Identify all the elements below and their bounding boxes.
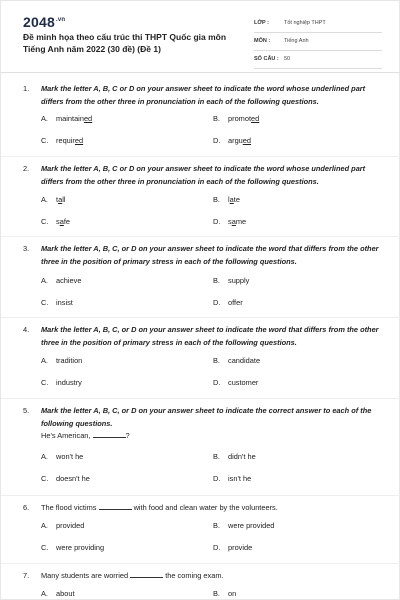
question-divider bbox=[1, 317, 400, 318]
option-d[interactable]: D. provide bbox=[213, 543, 253, 552]
option-a[interactable]: A. provided bbox=[41, 521, 85, 530]
option-a[interactable]: A. won't he bbox=[41, 452, 84, 461]
question-instruction: Mark the letter A, B, C, or D on your answer sheet to indicate the correct answer to each of the following questions. bbox=[41, 406, 372, 428]
meta-row-question-count bbox=[254, 51, 382, 69]
option-c[interactable]: C. safe bbox=[41, 217, 70, 226]
option-d[interactable]: D. same bbox=[213, 217, 247, 226]
question-number: 3. bbox=[23, 244, 30, 253]
question-instruction: Mark the letter A, B, C or D on your answer sheet to indicate the word whose underlined part differs from the other three in pronunciation in each of the following questions. bbox=[41, 164, 366, 186]
logo-text: 2048 bbox=[23, 14, 55, 30]
option-b[interactable]: B. were provided bbox=[213, 521, 275, 530]
option-c[interactable]: C. insist bbox=[41, 298, 73, 307]
question-divider bbox=[1, 398, 400, 399]
meta-row-subject bbox=[254, 33, 382, 51]
option-b[interactable]: B. late bbox=[213, 195, 240, 204]
option-d[interactable]: D. offer bbox=[213, 298, 243, 307]
meta-value: Tốt nghiệp THPT bbox=[284, 20, 326, 26]
question-number: 1. bbox=[23, 84, 30, 93]
question-divider bbox=[1, 156, 400, 157]
question-number: 4. bbox=[23, 325, 30, 334]
question-instruction: Mark the letter A, B, C or D on your answer sheet to indicate the word whose underlined part differs from the other three in pronunciation in each of the following questions. bbox=[41, 84, 366, 106]
meta-value: Tiếng Anh bbox=[284, 38, 309, 44]
meta-row-class bbox=[254, 15, 382, 33]
option-a[interactable]: A. maintained bbox=[41, 114, 93, 123]
question-divider bbox=[1, 495, 400, 496]
question-stem: The flood victims with food and clean water by the volunteers. bbox=[41, 503, 278, 512]
page-header bbox=[1, 1, 400, 69]
option-c[interactable]: C. doesn't he bbox=[41, 474, 90, 483]
logo-domain: .vn bbox=[55, 17, 66, 23]
question-number: 5. bbox=[23, 406, 30, 415]
option-b[interactable]: B. candidate bbox=[213, 356, 261, 365]
answer-blank bbox=[99, 502, 132, 510]
option-c[interactable]: C. were providing bbox=[41, 543, 105, 552]
answer-blank bbox=[93, 430, 126, 438]
option-b[interactable]: B. promoted bbox=[213, 114, 260, 123]
option-a[interactable]: A. tall bbox=[41, 195, 66, 204]
question-divider bbox=[1, 236, 400, 237]
meta-value: 50 bbox=[284, 56, 291, 62]
option-d[interactable]: D. argued bbox=[213, 136, 252, 145]
option-a[interactable]: A. tradition bbox=[41, 356, 83, 365]
question-number: 2. bbox=[23, 164, 30, 173]
option-a[interactable]: A. achieve bbox=[41, 276, 82, 285]
option-c[interactable]: C. required bbox=[41, 136, 84, 145]
question-divider bbox=[1, 563, 400, 564]
meta-label: MÔN : bbox=[254, 38, 271, 44]
document-title: Đề minh họa theo cấu trúc thi THPT Quốc gia môn Tiếng Anh năm 2022 (30 đề) (Đề 1) bbox=[23, 32, 227, 54]
question-number: 7. bbox=[23, 571, 30, 580]
answer-blank bbox=[130, 570, 163, 578]
meta-label: LỚP : bbox=[254, 20, 269, 26]
question-instruction: Mark the letter A, B, C, or D on your answer sheet to indicate the word that differs from the other three in the position of primary stress in each of the following questions. bbox=[41, 325, 379, 347]
header-divider bbox=[1, 72, 400, 73]
site-logo[interactable] bbox=[23, 14, 65, 30]
question-number: 6. bbox=[23, 503, 30, 512]
option-b[interactable]: B. didn't he bbox=[213, 452, 256, 461]
option-b[interactable]: B. supply bbox=[213, 276, 250, 285]
option-d[interactable]: D. customer bbox=[213, 378, 259, 387]
meta-label: SỐ CÂU : bbox=[254, 56, 279, 62]
question-stem: Many students are worried the coming exam. bbox=[41, 571, 224, 580]
document-meta bbox=[254, 15, 382, 69]
option-a[interactable]: A. about bbox=[41, 589, 75, 598]
option-b[interactable]: B. on bbox=[213, 589, 237, 598]
question-instruction: Mark the letter A, B, C, or D on your answer sheet to indicate the word that differs from the other three in the position of primary stress in each of the following questions. bbox=[41, 244, 379, 266]
option-d[interactable]: D. isn't he bbox=[213, 474, 252, 483]
option-c[interactable]: C. industry bbox=[41, 378, 82, 387]
question-stem: He's American, ? bbox=[41, 431, 130, 440]
